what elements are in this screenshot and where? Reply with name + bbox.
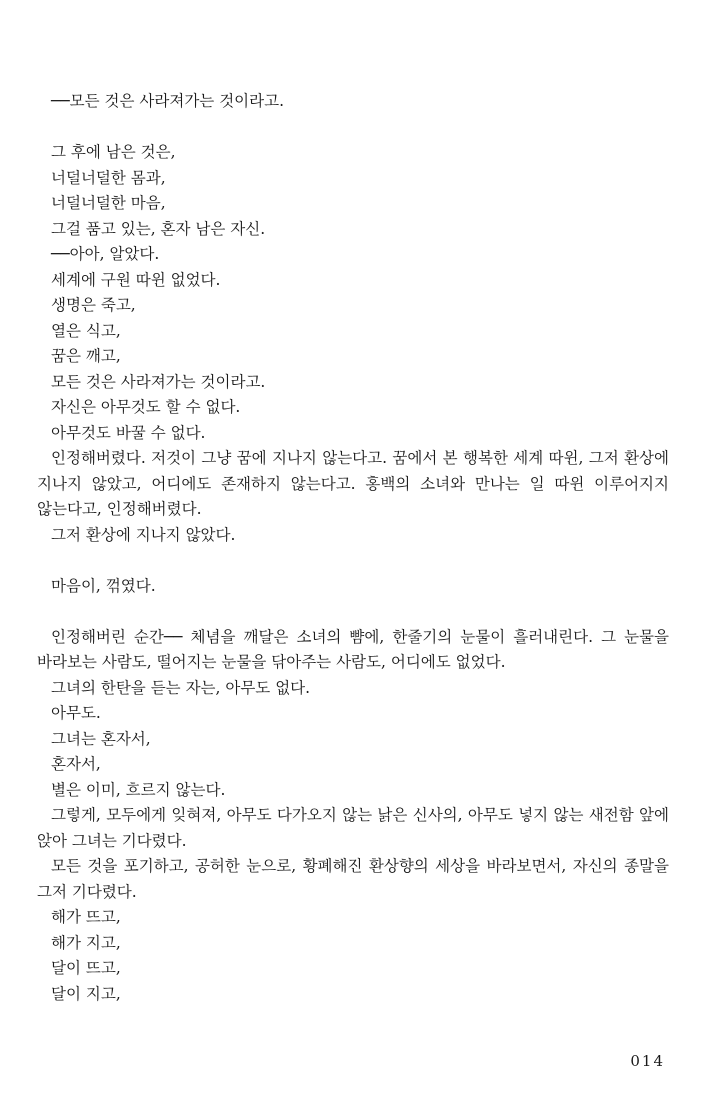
text-line: 열은 식고, [51,321,121,340]
text-line: 너덜너덜한 몸과, [51,168,166,187]
blank-line [37,548,669,574]
text-line: 세계에 구원 따윈 없었다. [51,270,221,289]
text-line: 그녀는 혼자서, [51,729,151,748]
blank-line [37,599,669,625]
text-line: 너덜너덜한 마음, [51,194,166,212]
text-line: 별은 이미, 흐르지 않는다. [51,780,226,799]
text-line: 혼자서, [51,755,101,773]
text-line: 자신은 아무것도 할 수 없다. [51,398,241,416]
text-line: 생명은 죽고, [51,296,136,314]
text-line: 그걸 품고 있는, 혼자 남은 자신. [51,219,266,238]
text-line: 모든 것은 사라져가는 것이라고. [51,372,266,391]
blank-line [37,115,669,141]
text-line: 그녀의 한탄을 듣는 자는, 아무도 없다. [51,678,311,697]
text-line: 그저 환상에 지나지 않았다. [51,525,236,544]
text-line: 그 후에 남은 것은, [51,143,176,161]
text-line: 꿈은 깨고, [51,347,121,365]
page-number: 014 [630,1052,665,1070]
text-line: 달이 뜨고, [51,959,121,977]
text-line: 해가 지고, [51,933,121,952]
text-line: 마음이, 꺾였다. [51,576,156,595]
text-line: ──아아, 알았다. [51,245,160,263]
text-paragraph: 인정해버렸다. 저것이 그냥 꿈에 지나지 않는다고. 꿈에서 본 행복한 세계 따윈, 그저 환상에 지나지 않았고, 어디에도 존재하지 않는다고. 홍백의 소녀와 만나는 일 따윈 이루어지지 않는다고, 인정해버렸다. [37,449,669,518]
text-line: 달이 지고, [51,984,121,1003]
text-line: 해가 뜨고, [51,908,121,926]
page-text-body [37,89,669,1007]
text-paragraph: 인정해버린 순간── 체념을 깨달은 소녀의 뺨에, 한줄기의 눈물이 흘러내린다. 그 눈물을 바라보는 사람도, 떨어지는 눈물을 닦아주는 사람도, 어디에도 없었다. [37,627,669,671]
text-line: 아무것도 바꿀 수 없다. [51,423,206,442]
text-paragraph: 그렇게, 모두에게 잊혀져, 아무도 다가오지 않는 낡은 신사의, 아무도 넣지 않는 새전함 앞에 앉아 그녀는 기다렸다. [37,806,669,850]
text-paragraph: 모든 것을 포기하고, 공허한 눈으로, 황폐해진 환상향의 세상을 바라보면서, 자신의 종말을 그저 기다렸다. [37,857,669,901]
text-line: ──모든 것은 사라져가는 것이라고. [51,92,285,110]
text-line: 아무도. [51,704,101,722]
